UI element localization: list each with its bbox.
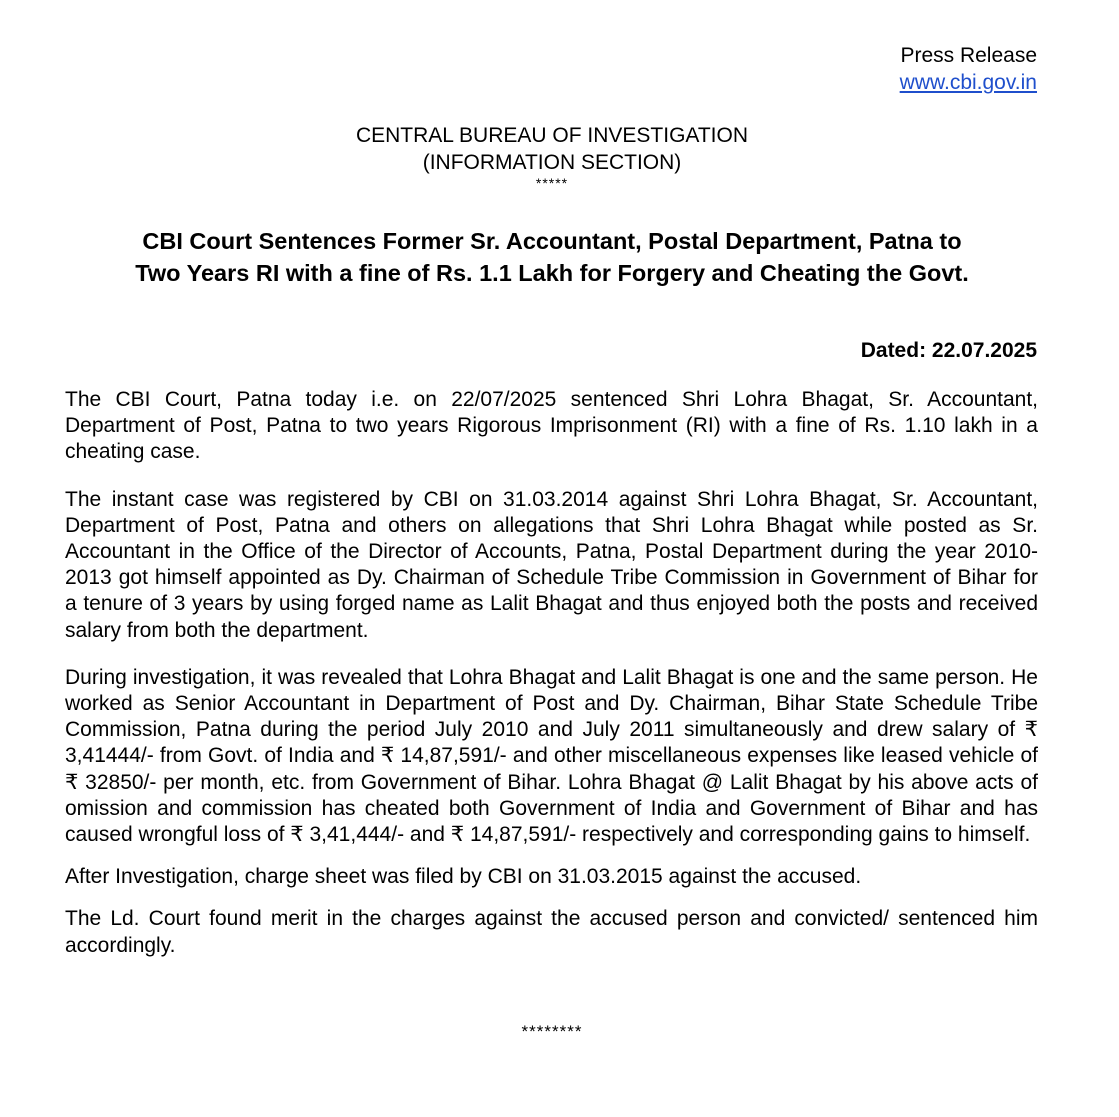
end-separator: ********	[521, 1022, 583, 1041]
press-release-label: Press Release	[900, 44, 1037, 67]
headline-line-1: CBI Court Sentences Former Sr. Accountant, Postal Department, Patna to	[142, 228, 962, 254]
headline	[40, 225, 1064, 289]
headline-line-2: Two Years RI with a fine of Rs. 1.1 Lakh for Forgery and Cheating the Govt.	[135, 260, 969, 286]
paragraph-case-registration: The instant case was registered by CBI on 31.03.2014 against Shri Lohra Bhagat, Sr. Accountant, Department of Post, Patna and others on allegations that Shri Lohra Bhagat while posted as Sr. Accountant in the Office of the Director of Accounts, Patna, Postal Department during the year 2010-2013 got himself appointed as Dy. Chairman of Schedule Tribe Commission in Government of Bihar for a tenure of 3 years by using forged name as Lalit Bhagat and thus enjoyed both the posts and received salary from both the department.	[65, 487, 1038, 642]
header-block	[900, 42, 1037, 96]
paragraph-conviction: The Ld. Court found merit in the charges against the accused person and convicted/ sentenced him accordingly.	[65, 907, 1038, 957]
paragraph-charge-sheet: After Investigation, charge sheet was filed by CBI on 31.03.2015 against the accused.	[65, 865, 862, 889]
cbi-website-link[interactable]: www.cbi.gov.in	[899, 71, 1037, 94]
organization-section: (INFORMATION SECTION)	[422, 151, 682, 174]
paragraph-sentence: The CBI Court, Patna today i.e. on 22/07/2025 sentenced Shri Lohra Bhagat, Sr. Accountant, Department of Post, Patna to two years Rigorous Imprisonment (RI) with a fine of Rs. 1.10 lakh in a cheating case.	[65, 388, 1038, 464]
header-separator: *****	[535, 175, 569, 191]
organization-block	[0, 122, 1104, 190]
organization-name: CENTRAL BUREAU OF INVESTIGATION	[355, 124, 749, 147]
paragraph-investigation: During investigation, it was revealed that Lohra Bhagat and Lalit Bhagat is one and the same person. He worked as Senior Accountant in Department of Post and Dy. Chairman, Bihar State Schedule Tribe Commission, Patna during the period July 2010 and July 2011 simultaneously and drew salary of ₹ 3,41444/- from Govt. of India and ₹ 14,87,591/- and other miscellaneous expenses like leased vehicle of ₹ 32850/- per month, etc. from Government of Bihar. Lohra Bhagat @ Lalit Bhagat by his above acts of omission and commission has cheated both Government of India and Government of Bihar and has caused wrongful loss of ₹ 3,41,444/- and ₹ 14,87,591/- respectively and corresponding gains to himself.	[65, 665, 1038, 847]
body-text	[65, 387, 1038, 980]
release-date: Dated: 22.07.2025	[860, 339, 1037, 362]
